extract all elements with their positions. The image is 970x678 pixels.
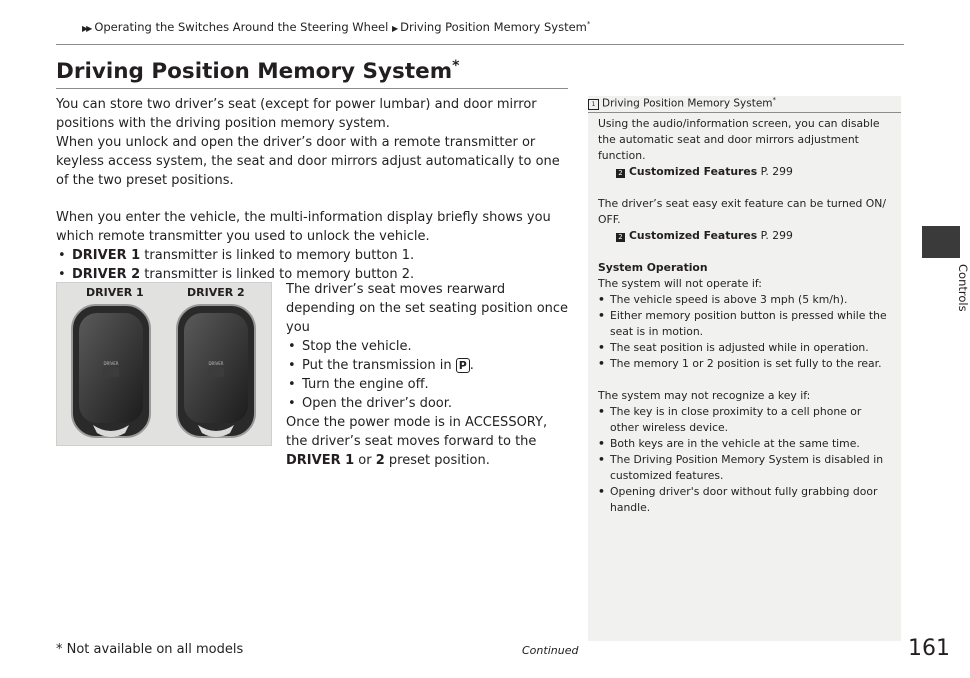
fob-driver-1 [72,305,150,437]
seat-movement-outro [286,413,571,470]
item-stop-vehicle: • Stop the vehicle. [286,337,571,356]
footnote: * Not available on all models [56,642,244,657]
seat-movement-section [286,280,571,470]
outro-text-a: Once the power mode is in ACCESSORY, the driver’s seat moves forward to the [286,415,548,449]
title-asterisk: * [452,58,460,74]
asterisk: * [586,20,591,29]
system-operation-heading [598,260,893,276]
seat-movement-lead: The driver’s seat moves rearward depending on the set seating position once you [286,282,569,335]
note-rule [588,112,901,113]
key-item: • The Driving Position Memory System is disabled in customized features. [598,452,893,484]
breadcrumb-section: Operating the Switches Around the Steering Wheel [94,20,389,34]
note-asterisk: * [772,96,777,104]
item-transmission [286,356,571,375]
outro-text-c: preset position. [384,453,490,468]
park-symbol: P [456,358,470,373]
page-title [56,58,459,84]
intro-paragraph-1: You can store two driver’s seat (except for power lumbar) and door mirror positions with the driving position memory system. [56,97,537,131]
system-operation-lead: The system will not operate if: [598,277,762,290]
note-header [588,96,901,110]
remote-transmitter-image [56,282,272,446]
arrow-icon: ▶ [391,24,397,33]
sys-item: • The vehicle speed is above 3 mph (5 km/h). [598,292,893,308]
note-paragraph-2: The driver’s seat easy exit feature can be turned ON/ OFF. [598,197,887,226]
reference-1-title: Customized Features [629,165,758,178]
note-paragraph-1: Using the audio/information screen, you can disable the automatic seat and door mirrors adjustment function. [598,117,880,162]
reference-icon: 2 [616,169,625,178]
note-body [598,116,893,516]
fob-1-text: DRIVER [103,361,119,366]
reference-icon: 2 [616,233,625,242]
item-transmission-period: . [469,358,474,373]
key-item: • The key is in close proximity to a cell phone or other wireless device. [598,404,893,436]
breadcrumb [82,20,590,34]
bullet-driver-2-bold: DRIVER 2 [72,267,141,282]
intro-section [56,95,568,284]
bullet-driver-1-bold: DRIVER 1 [72,248,141,263]
reference-link-1[interactable] [598,164,893,180]
key-fob-illustration [57,283,271,445]
fob-2-text: DRIVER [208,361,224,366]
system-operation-heading-text: System Operation [598,261,708,274]
key-lead: The system may not recognize a key if: [598,389,811,402]
fob-driver-2 [177,305,255,437]
outro-bold-1: DRIVER 1 [286,453,355,468]
item-engine-off: • Turn the engine off. [286,375,571,394]
reference-link-2[interactable] [598,228,893,244]
fob-label-driver-2: DRIVER 2 [187,286,245,299]
header-rule [56,44,904,45]
bullet-driver-1-text: transmitter is linked to memory button 1. [140,248,415,263]
sys-item: • Either memory position button is pressed while the seat is in motion. [598,308,893,340]
sys-item: • The seat position is adjusted while in operation. [598,340,893,356]
outro-text-b: or [354,453,376,468]
note-title: Driving Position Memory System [602,97,773,110]
key-item: • Opening driver's door without fully grabbing door handle. [598,484,893,516]
bullet-driver-2-text: transmitter is linked to memory button 2. [140,267,415,282]
double-arrow-icon: ▶▶ [82,24,91,33]
key-item: • Both keys are in the vehicle at the same time. [598,436,893,452]
chapter-tab [922,226,960,258]
bullet-driver-1 [56,246,568,265]
breadcrumb-topic: Driving Position Memory System [400,20,587,34]
page-number: 161 [908,636,950,661]
chapter-label: Controls [956,264,970,312]
intro-paragraph-2: When you unlock and open the driver’s door with a remote transmitter or keyless access system, the seat and door mirrors adjust automatically to one of the two preset positions. [56,135,560,188]
sys-item: • The memory 1 or 2 position is set fully to the rear. [598,356,893,372]
outro-bold-2: 2 [375,453,385,468]
fob-label-driver-1: DRIVER 1 [86,286,144,299]
reference-2-title: Customized Features [629,229,758,242]
item-open-door: • Open the driver’s door. [286,394,571,413]
title-rule [56,88,568,89]
note-number-icon: 1 [588,99,599,110]
reference-1-page: P. 299 [757,165,793,178]
intro-paragraph-3: When you enter the vehicle, the multi-information display briefly shows you which remote transmitter you used to unlock the vehicle. [56,210,551,244]
item-transmission-text: Put the transmission in [302,358,452,373]
reference-2-page: P. 299 [757,229,793,242]
page-title-text: Driving Position Memory System [56,59,453,85]
continued-label: Continued [522,644,579,657]
